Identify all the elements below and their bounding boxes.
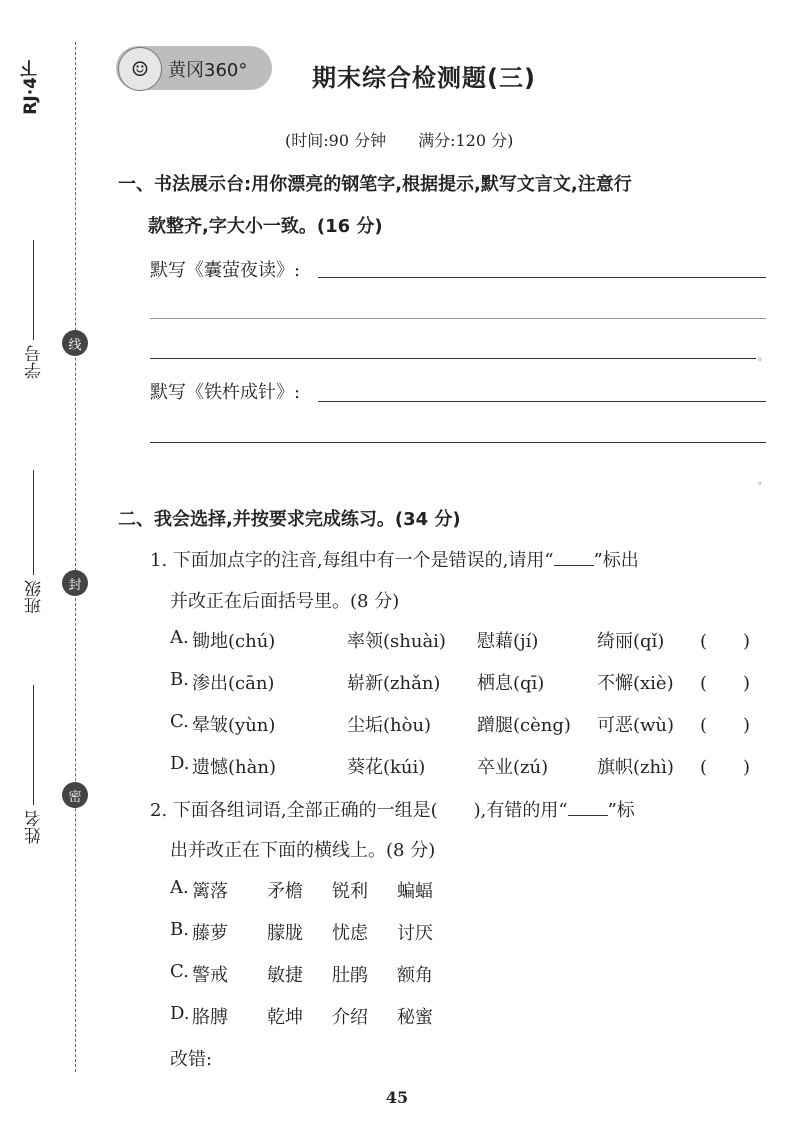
word-item: 锐利 bbox=[332, 881, 368, 902]
word-item: 肚鹃 bbox=[332, 965, 368, 986]
kids-mascot-icon: ☺ bbox=[118, 47, 162, 91]
pinyin-item: 晕皱(yùn) bbox=[192, 715, 276, 736]
answer-line-4[interactable] bbox=[318, 401, 766, 402]
answer-bracket[interactable]: ( ) bbox=[700, 757, 751, 778]
option-label: D. bbox=[170, 753, 190, 774]
pinyin-item: 锄地(chú) bbox=[192, 631, 276, 652]
pinyin-item: 绮丽(qǐ) bbox=[597, 631, 665, 652]
answer-line-5[interactable] bbox=[150, 442, 766, 443]
q2-mark-underline bbox=[568, 801, 608, 816]
word-item: 乾坤 bbox=[267, 1007, 303, 1028]
option-label: A. bbox=[170, 877, 189, 898]
word-item: 矛檐 bbox=[267, 881, 303, 902]
student-no-line bbox=[33, 240, 34, 340]
word-item: 讨厌 bbox=[397, 923, 433, 944]
q2-text-a: 2. 下面各组词语,全部正确的一组是( ),有错的用“ bbox=[150, 800, 568, 821]
pinyin-item: 可恶(wù) bbox=[597, 715, 675, 736]
section2-heading: 二、我会选择,并按要求完成练习。(34 分) bbox=[118, 509, 461, 530]
brand-text: 黄冈360° bbox=[168, 60, 248, 81]
pinyin-item: 卒业(zú) bbox=[477, 757, 549, 778]
correction-label: 改错: bbox=[170, 1049, 213, 1070]
word-item: 警戒 bbox=[192, 965, 228, 986]
word-item: 忧虑 bbox=[332, 923, 368, 944]
q2-line2: 出并改正在下面的横线上。(8 分) bbox=[170, 840, 436, 861]
word-item: 蝙蝠 bbox=[397, 881, 433, 902]
pinyin-item: 旗帜(zhì) bbox=[597, 757, 674, 778]
student-no-label: 学号 bbox=[25, 345, 45, 379]
answer-bracket[interactable]: ( ) bbox=[700, 715, 751, 736]
seal-circle-xian: 线 bbox=[62, 330, 88, 356]
word-item: 篱落 bbox=[192, 881, 228, 902]
answer-line-3[interactable] bbox=[150, 358, 756, 359]
page-number: 45 bbox=[385, 1088, 409, 1107]
seal-circle-feng: 封 bbox=[62, 570, 88, 596]
seal-circle-mi: 密 bbox=[62, 782, 88, 808]
q1-text-b: ”标出 bbox=[593, 550, 639, 571]
prompt-nang-ying-ye-du: 默写《囊萤夜读》: bbox=[150, 260, 301, 281]
word-item: 敏捷 bbox=[267, 965, 303, 986]
q1-text-a: 1. 下面加点字的注音,每组中有一个是错误的,请用“ bbox=[150, 550, 554, 571]
word-item: 额角 bbox=[397, 965, 433, 986]
pinyin-item: 不懈(xiè) bbox=[597, 673, 674, 694]
pinyin-item: 渗出(cān) bbox=[192, 673, 275, 694]
grade-tag: RJ·4下 bbox=[21, 60, 41, 115]
word-item: 介绍 bbox=[332, 1007, 368, 1028]
word-item: 朦胧 bbox=[267, 923, 303, 944]
option-label: A. bbox=[170, 627, 189, 648]
name-line bbox=[33, 685, 34, 805]
q1-mark-underline bbox=[554, 551, 594, 566]
exam-info: (时间:90 分钟 满分:120 分) bbox=[285, 131, 514, 150]
option-label: B. bbox=[170, 919, 189, 940]
answer-bracket[interactable]: ( ) bbox=[700, 631, 751, 652]
answer-line-1[interactable] bbox=[318, 277, 766, 278]
q1-line1 bbox=[150, 546, 639, 572]
page-title: 期末综合检测题(三) bbox=[312, 64, 536, 92]
pinyin-item: 栖息(qī) bbox=[477, 673, 545, 694]
option-label: C. bbox=[170, 711, 189, 732]
class-label: 班级 bbox=[25, 580, 45, 614]
q2-text-b: ”标 bbox=[607, 800, 635, 821]
pinyin-item: 尘垢(hòu) bbox=[347, 715, 432, 736]
section1-heading-line1: 一、书法展示台:用你漂亮的钢笔字,根据提示,默写文言文,注意行 bbox=[118, 174, 632, 195]
q1-line2: 并改正在后面括号里。(8 分) bbox=[170, 591, 400, 612]
word-item: 秘蜜 bbox=[397, 1007, 433, 1028]
section1-heading-line2: 款整齐,字大小一致。(16 分) bbox=[148, 216, 383, 237]
period-mark-1: 。 bbox=[758, 352, 768, 363]
word-item: 胳膊 bbox=[192, 1007, 228, 1028]
q2-line1 bbox=[150, 796, 635, 822]
word-item: 藤萝 bbox=[192, 923, 228, 944]
brand-badge bbox=[116, 46, 272, 90]
pinyin-item: 葵花(kúi) bbox=[347, 757, 426, 778]
name-label: 姓名 bbox=[25, 810, 45, 844]
fold-line bbox=[75, 42, 76, 1072]
option-label: D. bbox=[170, 1003, 190, 1024]
class-line bbox=[33, 470, 34, 575]
pinyin-item: 崭新(zhǎn) bbox=[347, 673, 441, 694]
pinyin-item: 蹭腿(cèng) bbox=[477, 715, 571, 736]
answer-line-2[interactable] bbox=[150, 318, 766, 319]
pinyin-item: 慰藉(jí) bbox=[477, 631, 539, 652]
period-mark-2: 。 bbox=[758, 476, 768, 487]
option-label: B. bbox=[170, 669, 189, 690]
pinyin-item: 遗憾(hàn) bbox=[192, 757, 276, 778]
prompt-tie-chu-cheng-zhen: 默写《铁杵成针》: bbox=[150, 382, 301, 403]
answer-bracket[interactable]: ( ) bbox=[700, 673, 751, 694]
option-label: C. bbox=[170, 961, 189, 982]
pinyin-item: 率领(shuài) bbox=[347, 631, 446, 652]
